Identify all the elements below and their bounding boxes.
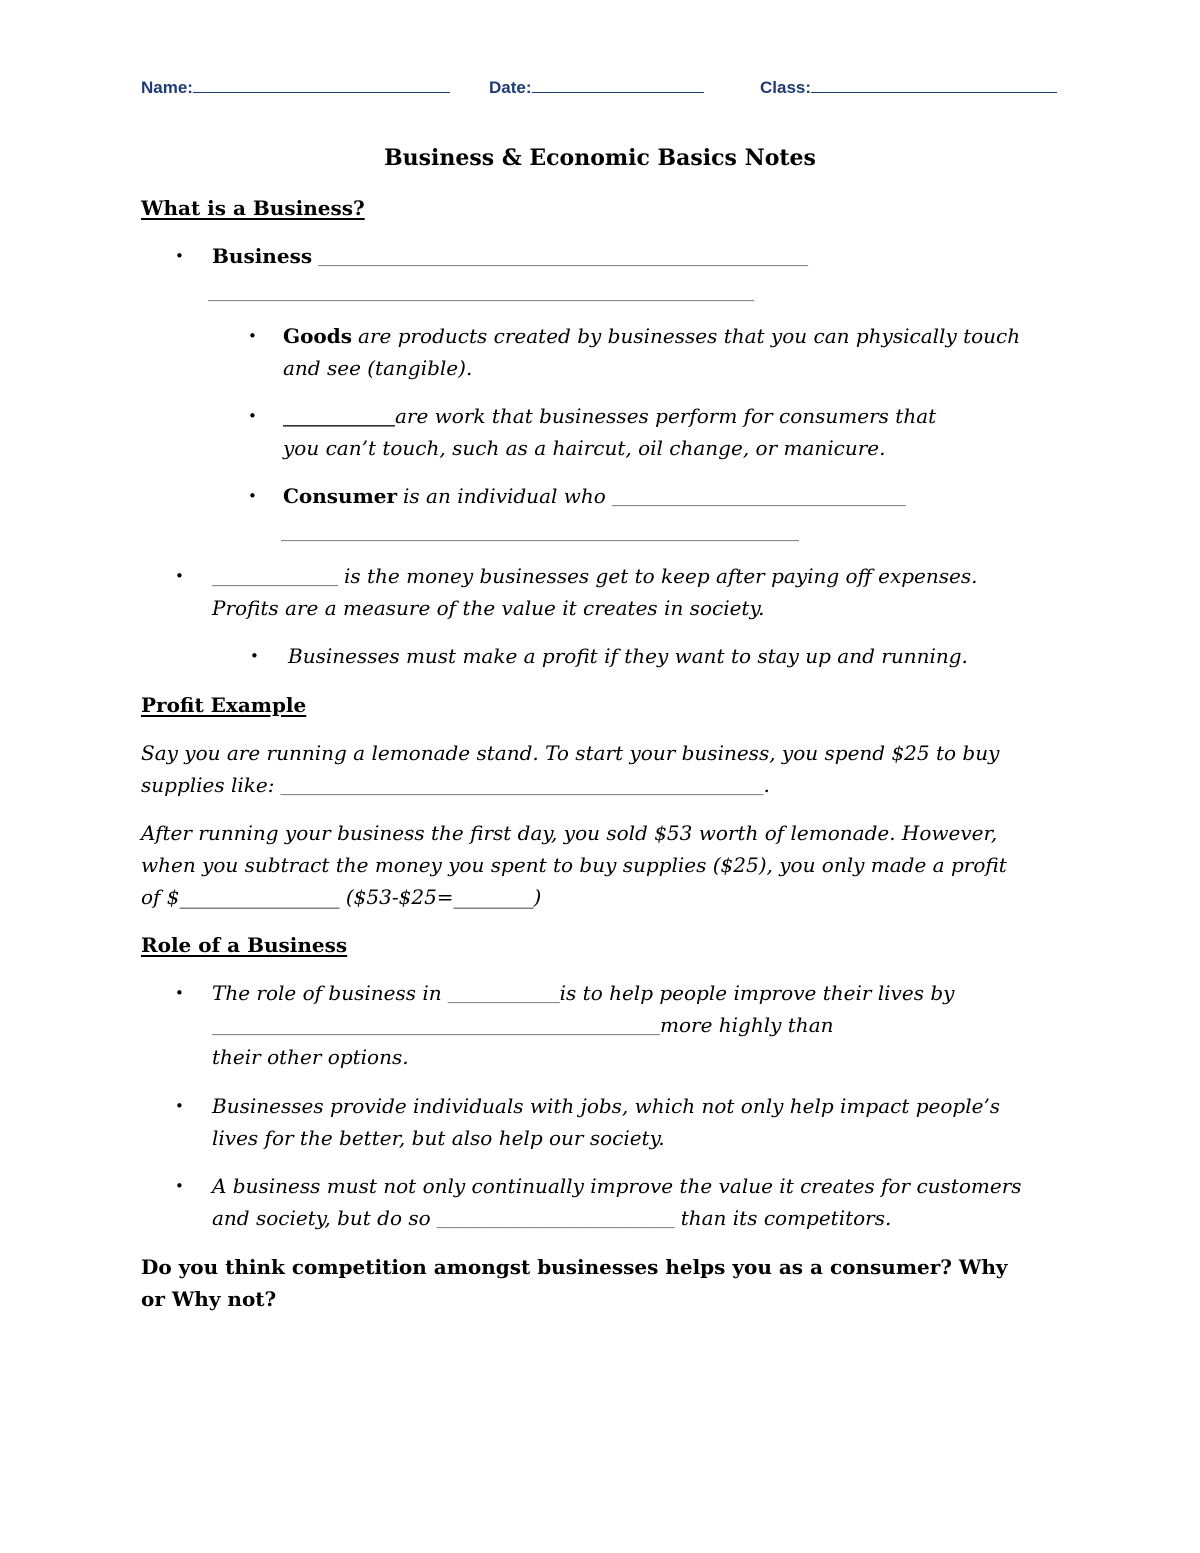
competitors-text-start: and society, but do so	[212, 1206, 431, 1230]
profit-example-p2-line1: After running your business the first day, you sold $53 worth of lemonade. However,	[141, 821, 998, 845]
date-blank-line[interactable]	[532, 74, 704, 93]
goods-line2: and see (tangible).	[283, 356, 473, 380]
name-field-row	[141, 74, 450, 98]
bullet-icon: •	[175, 984, 184, 1002]
name-label: Name:	[141, 78, 193, 97]
role-bullet2-line1: Businesses provide individuals with jobs, which not only help impact people’s	[212, 1094, 1001, 1118]
role-bullet1-line2	[212, 1009, 834, 1044]
goods-line1	[283, 320, 1020, 352]
business-blank-1[interactable]: ______________________________________________________________________	[318, 251, 809, 267]
profit-example-p1-line1: Say you are running a lemonade stand. To start your business, you spend $25 to buy	[141, 741, 1000, 765]
name-blank-line[interactable]	[193, 74, 450, 93]
role-bullet1-line3: their other options.	[212, 1045, 409, 1069]
services-line2: you can’t touch, such as a haircut, oil change, or manicure.	[283, 436, 886, 460]
services-line1	[283, 400, 936, 435]
profit-definition: is the money businesses get to keep after paying off expenses.	[344, 564, 978, 588]
profit-sub-bullet: Businesses must make a profit if they want to stay up and running.	[288, 644, 968, 668]
bullet-icon: •	[248, 407, 257, 425]
consumer-line1	[283, 480, 906, 515]
date-field-row	[489, 74, 704, 98]
consumer-blank-1[interactable]: __________________________________________	[611, 491, 906, 507]
consumer-term: Consumer	[283, 484, 398, 508]
class-blank-line[interactable]	[811, 74, 1057, 93]
role-bullet3-line1: A business must not only continually improve the value it creates for customers	[212, 1174, 1022, 1198]
bullet-icon: •	[250, 647, 259, 665]
consumer-definition: is an individual who	[403, 484, 606, 508]
bullet-icon: •	[175, 247, 184, 265]
services-definition: are work that businesses perform for consumers that	[395, 404, 937, 428]
goods-term: Goods	[283, 324, 353, 348]
profit-example-p1-line2	[141, 769, 770, 804]
role-text-end: more highly than	[660, 1013, 834, 1037]
services-blank[interactable]: ________________	[283, 411, 395, 427]
supplies-period: .	[763, 773, 770, 797]
profit-example-p2-line2: when you subtract the money you spent to buy supplies ($25), you only made a profit	[141, 853, 1007, 877]
goods-definition: are products created by businesses that you can physically touch	[358, 324, 1021, 348]
bullet-icon: •	[248, 487, 257, 505]
bullet-icon: •	[175, 1097, 184, 1115]
bullet-icon: •	[175, 567, 184, 585]
bullet-icon: •	[248, 327, 257, 345]
section-heading-business: What is a Business?	[141, 196, 365, 220]
page-title: Business & Economic Basics Notes	[384, 145, 816, 171]
business-definition-line1	[212, 240, 808, 275]
bullet-icon: •	[175, 1177, 184, 1195]
profit-example-p2-line3[interactable]: of $________________ ($53-$25=________)	[141, 885, 542, 909]
role-blank-1[interactable]: ________________	[447, 988, 560, 1004]
question-line1: Do you think competition amongst businesses helps you as a consumer? Why	[141, 1255, 1008, 1279]
business-term: Business	[212, 244, 313, 268]
class-label: Class:	[760, 78, 812, 97]
competitors-blank[interactable]: __________________________________	[436, 1213, 675, 1229]
profit-line1	[212, 560, 977, 595]
business-blank-2[interactable]: ______________________________________________________________________________	[208, 286, 754, 302]
profit-blank[interactable]: __________________	[212, 571, 338, 587]
competitors-text-end: than its competitors.	[680, 1206, 892, 1230]
question-line2: or Why not?	[141, 1287, 277, 1311]
role-bullet1-line1	[212, 977, 954, 1012]
class-field-row	[760, 74, 1057, 98]
date-label: Date:	[489, 78, 532, 97]
supplies-label: supplies like:	[141, 773, 275, 797]
role-bullet3-line2	[212, 1202, 891, 1237]
profit-line2: Profits are a measure of the value it creates in society.	[212, 596, 765, 620]
role-text-mid: is to help people improve their lives by	[559, 981, 955, 1005]
supplies-blank[interactable]: _____________________________________________________________________	[280, 780, 764, 796]
consumer-blank-2[interactable]: __________________________________________________________________________	[281, 526, 799, 542]
section-heading-role: Role of a Business	[141, 933, 348, 957]
role-text-start: The role of business in	[212, 981, 442, 1005]
role-blank-2[interactable]: ________________________________________________________________	[212, 1020, 660, 1036]
section-heading-profit-example: Profit Example	[141, 693, 307, 717]
role-bullet2-line2: lives for the better, but also help our society.	[212, 1126, 665, 1150]
